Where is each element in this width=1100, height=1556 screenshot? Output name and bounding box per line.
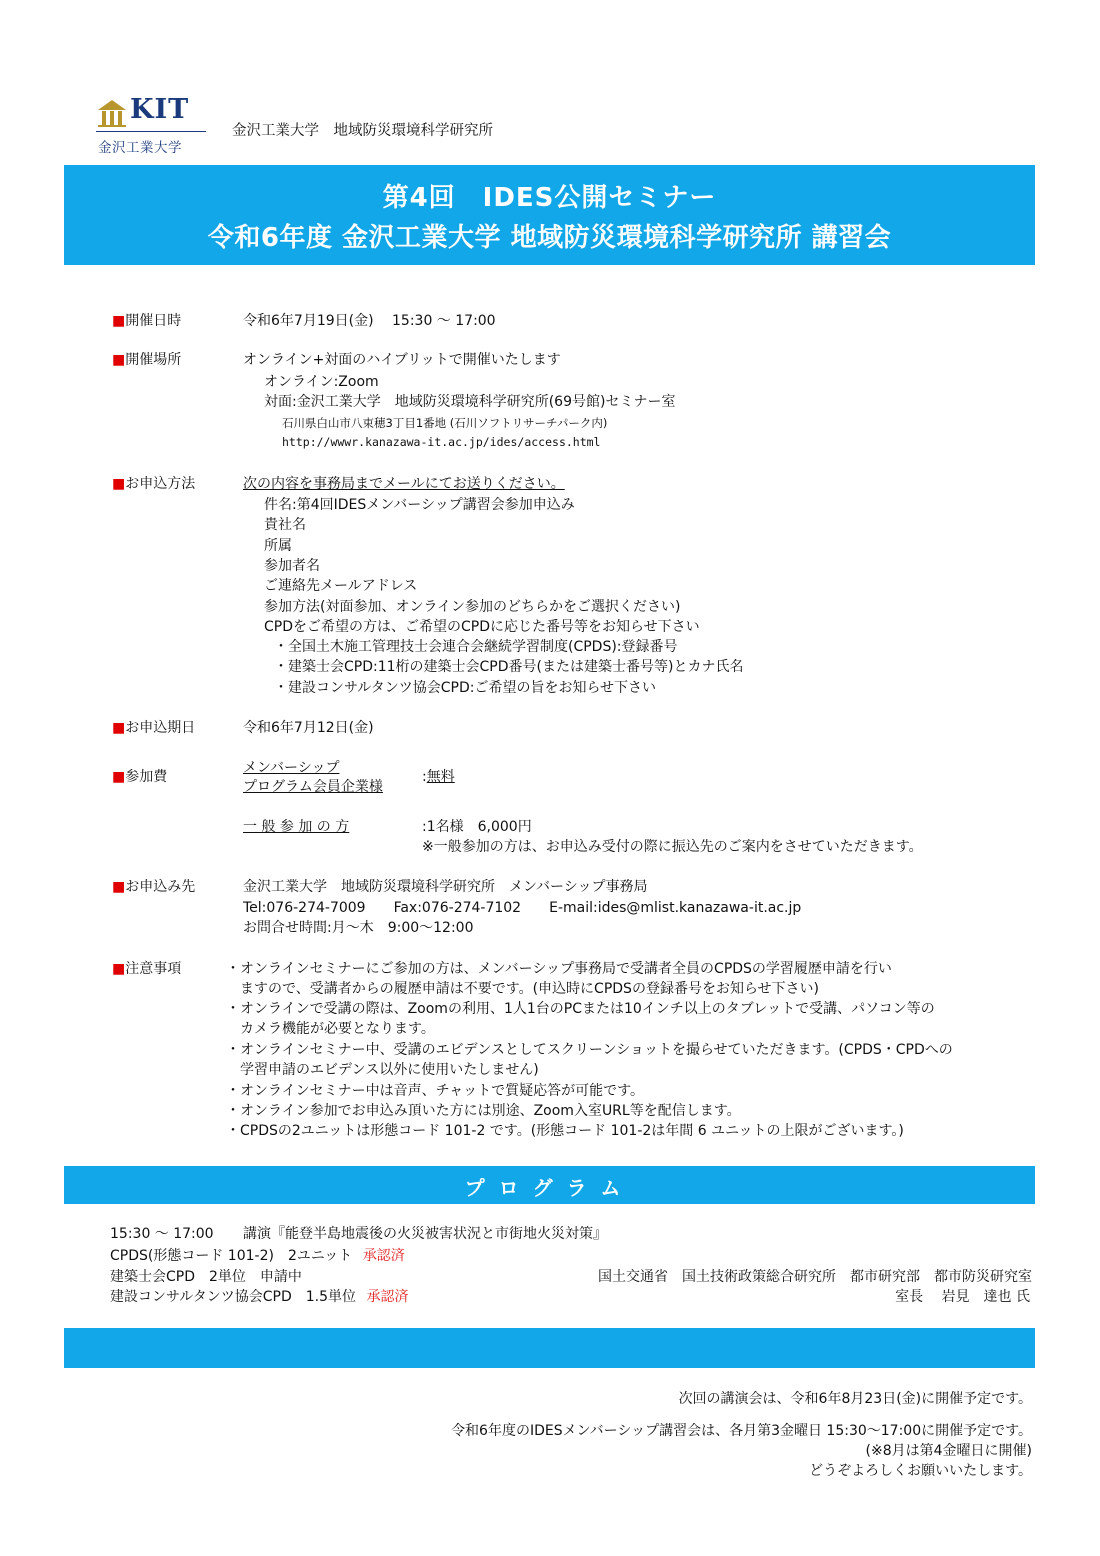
bullet-square-icon: ■ — [112, 476, 126, 492]
contact-line1: 金沢工業大学 地域防災環境科学研究所 メンバーシップ事務局 — [243, 879, 648, 895]
apply-item: ご連絡先メールアドレス — [264, 578, 418, 594]
venue-label-row — [112, 350, 181, 370]
apply-item: 所属 — [264, 538, 292, 554]
note-line: カメラ機能が必要となります。 — [226, 1021, 435, 1037]
footer-closing: どうぞよろしくお願いいたします。 — [809, 1463, 1032, 1479]
venue-address: 石川県白山市八束穂3丁目1番地 (石川ソフトリサーチパーク内) — [282, 416, 608, 430]
program-cpds-row — [110, 1246, 405, 1266]
title-line-1: 第4回 IDES公開セミナー — [382, 183, 717, 213]
apply-item: ・建設コンサルタンツ協会CPD:ご希望の旨をお知らせ下さい — [274, 680, 657, 696]
program-arch: 建築士会CPD 2単位 申請中 — [110, 1269, 302, 1285]
notes-label: 注意事項 — [125, 961, 182, 977]
note-line: ・オンラインで受講の際は、Zoomの利用、1人1台のPCまたは10インチ以上のタブレットで受講、パソコン等の — [226, 1001, 935, 1017]
fee-general-value: :1名様 6,000円 — [422, 819, 532, 835]
apply-item: ・全国土木施工管理技士会連合会継続学習制度(CPDS):登録番号 — [274, 639, 678, 655]
fee-member-line2: プログラム会員企業様 — [243, 779, 383, 795]
kit-logo — [96, 96, 208, 158]
apply-item: 参加者名 — [264, 558, 320, 574]
apply-item: 参加方法(対面参加、オンライン参加のどちらかをご選択ください) — [264, 599, 681, 615]
program-heading: プログラム — [464, 1176, 635, 1200]
contact-label: お申込み先 — [125, 879, 196, 895]
speaker-org: 国土交通省 国土技術政策総合研究所 都市研究部 都市防災研究室 — [598, 1269, 1032, 1285]
venue-line: オンライン+対面のハイブリットで開催いたします — [243, 352, 561, 368]
note-line: ・オンラインセミナー中は音声、チャットで質疑応答が可能です。 — [226, 1083, 645, 1099]
bullet-square-icon: ■ — [112, 769, 126, 785]
program-cpds-status: 承認済 — [362, 1248, 405, 1264]
speaker-name: 室長 岩見 達也 氏 — [895, 1289, 1030, 1305]
note-line: ・CPDSの2ユニットは形態コード 101-2 です。(形態コード 101-2は年間 6 ユニットの上限がございます。) — [226, 1123, 904, 1139]
apply-label-row — [112, 474, 195, 494]
date-label-row — [112, 311, 181, 331]
apply-label: お申込方法 — [125, 476, 196, 492]
bottom-banner — [64, 1328, 1035, 1368]
program-lecture-title: 講演『能登半島地震後の火災被害状況と市街地火災対策』 — [243, 1226, 607, 1242]
bullet-square-icon: ■ — [112, 352, 126, 368]
program-cpds: CPDS(形態コード 101-2) 2ユニット — [110, 1248, 353, 1264]
fee-label-row — [112, 767, 167, 787]
date-value: 令和6年7月19日(金) 15:30 ～ 17:00 — [243, 313, 496, 329]
footer-schedule: 令和6年度のIDESメンバーシップ講習会は、各月第3金曜日 15:30～17:00に開催予定です。 — [451, 1423, 1032, 1439]
program-time: 15:30 ～ 17:00 — [110, 1226, 214, 1242]
bullet-square-icon: ■ — [112, 879, 126, 895]
venue-label: 開催場所 — [125, 352, 182, 368]
note-line: 学習申請のエビデンス以外に使用いたしません) — [226, 1062, 539, 1078]
venue-line: 対面:金沢工業大学 地域防災環境科学研究所(69号館)セミナー室 — [264, 394, 676, 410]
bullet-square-icon: ■ — [112, 961, 126, 977]
note-line: ・オンライン参加でお申込み頂いた方には別途、Zoom入室URL等を配信します。 — [226, 1103, 741, 1119]
apply-item: CPDをご希望の方は、ご希望のCPDに応じた番号等をお知らせ下さい — [264, 619, 700, 635]
deadline-label: お申込期日 — [125, 720, 196, 736]
logo-divider — [96, 131, 206, 132]
kit-emblem-icon — [96, 98, 128, 128]
fee-general-note: ※一般参加の方は、お申込み受付の際に振込先のご案内をさせていただきます。 — [422, 839, 923, 855]
org-name: 金沢工業大学 地域防災環境科学研究所 — [232, 123, 493, 139]
title-line-2: 令和6年度 金沢工業大学 地域防災環境科学研究所 講習会 — [207, 223, 892, 253]
contact-hours: お問合せ時間:月～木 9:00～12:00 — [243, 920, 474, 936]
apply-item: 件名:第4回IDESメンバーシップ講習会参加申込み — [264, 497, 575, 513]
deadline-value: 令和6年7月12日(金) — [243, 720, 374, 736]
fee-label: 参加費 — [125, 769, 168, 785]
bullet-square-icon: ■ — [112, 313, 126, 329]
footer-august-note: (※8月は第4金曜日に開催) — [865, 1443, 1032, 1459]
program-consult: 建設コンサルタンツ協会CPD 1.5単位 — [110, 1289, 357, 1305]
program-consult-status: 承認済 — [366, 1289, 409, 1305]
apply-item: ・建築士会CPD:11桁の建築士会CPD番号(または建築士番号等)とカナ氏名 — [274, 659, 744, 675]
logo-text: KIT — [130, 94, 190, 125]
title-banner — [64, 165, 1035, 265]
venue-url-link[interactable]: http://wwwr.kanazawa-it.ac.jp/ides/access.html — [282, 435, 601, 449]
logo-subtitle: 金沢工業大学 — [98, 140, 182, 156]
deadline-label-row — [112, 718, 195, 738]
footer-next-event: 次回の講演会は、令和6年8月23日(金)に開催予定です。 — [678, 1391, 1032, 1407]
apply-item: 貴社名 — [264, 517, 306, 533]
note-line: ・オンラインセミナーにご参加の方は、メンバーシップ事務局で受講者全員のCPDSの学習履歴申請を行い — [226, 961, 892, 977]
fee-member-line1: メンバーシップ — [243, 760, 340, 776]
fee-general-label: 一 般 参 加 の 方 — [243, 819, 350, 835]
venue-line: オンライン:Zoom — [264, 374, 379, 390]
program-consult-row — [110, 1287, 408, 1307]
note-line: ますので、受講者からの履歴申請は不要です。(申込時にCPDSの登録番号をお知らせ下さい) — [226, 981, 819, 997]
program-banner — [64, 1166, 1035, 1204]
note-line: ・オンラインセミナー中、受講のエビデンスとしてスクリーンショットを撮らせていただきます。(CPDS・CPDへの — [226, 1042, 953, 1058]
notes-label-row — [112, 959, 181, 979]
contact-label-row — [112, 877, 195, 897]
fee-member-value: :無料 — [422, 769, 455, 785]
bullet-square-icon: ■ — [112, 720, 126, 736]
fee-free: 無料 — [426, 769, 455, 785]
contact-line2[interactable]: Tel:076-274-7009 Fax:076-274-7102 E-mail:ides@mlist.kanazawa-it.ac.jp — [243, 900, 802, 916]
date-label: 開催日時 — [125, 313, 182, 329]
apply-intro: 次の内容を事務局までメールにてお送りください。 — [243, 476, 565, 492]
